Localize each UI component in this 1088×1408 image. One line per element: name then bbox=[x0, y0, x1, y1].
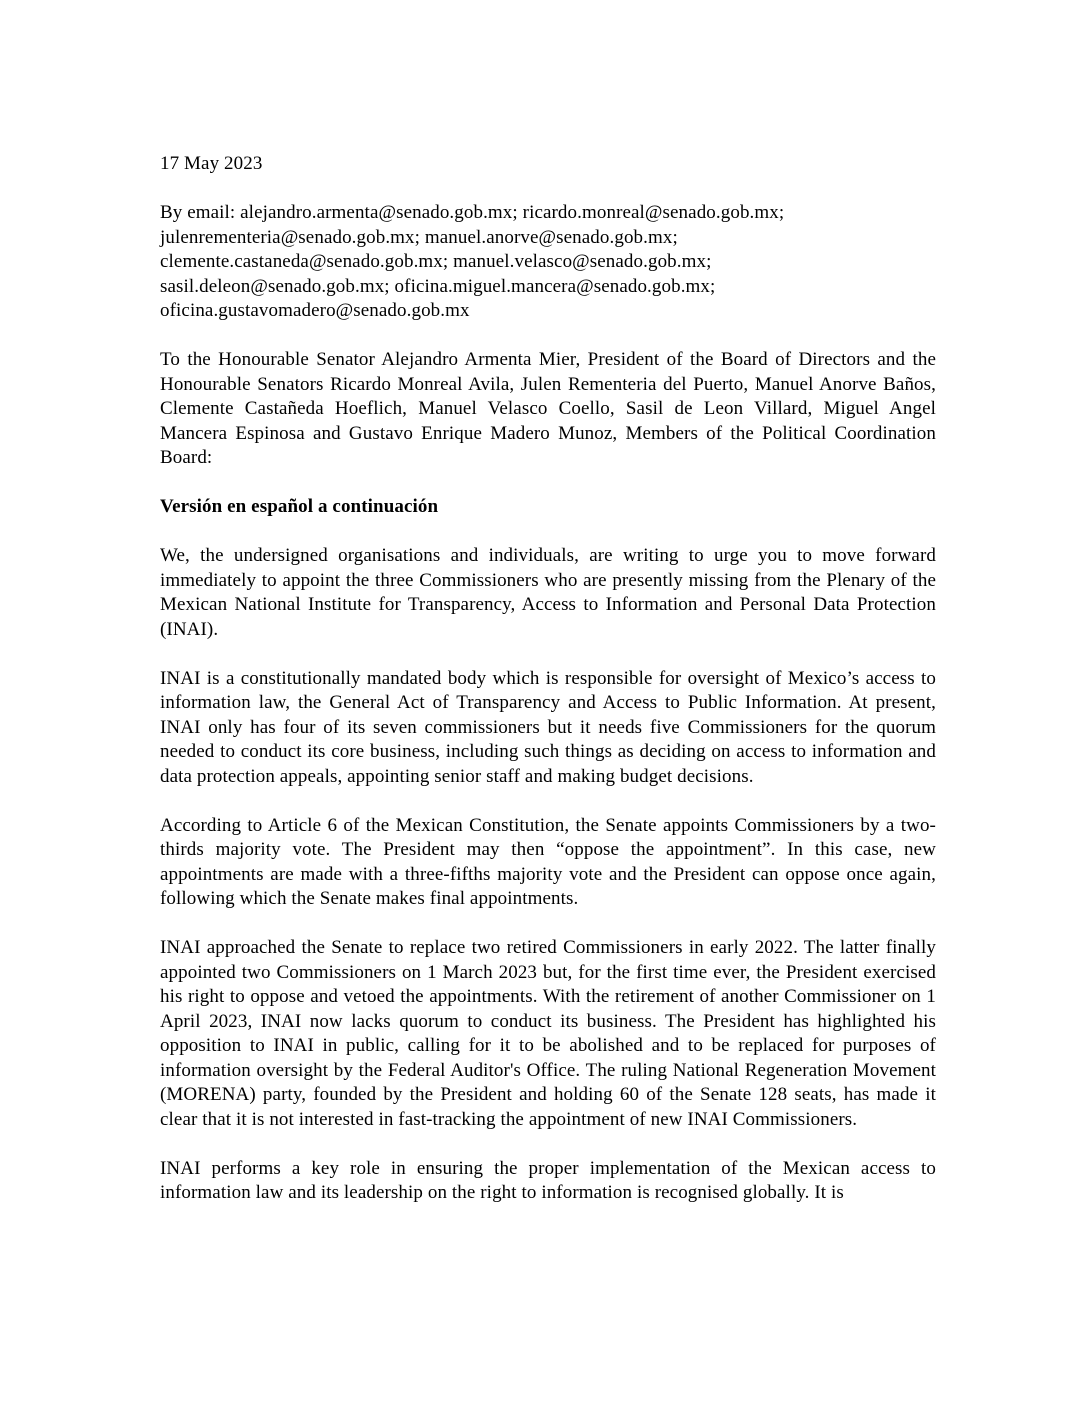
body-paragraph-4: INAI approached the Senate to replace two retired Commissioners in early 2022. The latter finally appointed two Commissioners on 1 March 2023 but, for the first time ever, the President exercised his right to oppose and vetoed the appointments. With the retirement of another Commissioner on 1 April 2023, INAI now lacks quorum to conduct its business. The President has highlighted his opposition to INAI in public, calling for it to be abolished and to be replaced for purposes of information oversight by the Federal Auditor's Office. The ruling National Regeneration Movement (MORENA) party, founded by the President and holding 60 of the Senate 128 seats, has made it clear that it is not interested in fast-tracking the appointment of new INAI Commissioners. bbox=[160, 937, 936, 1130]
recipients-paragraph: To the Honourable Senator Alejandro Armenta Mier, President of the Board of Directors and the Honourable Senators Ricardo Monreal Avila, Julen Rementeria del Puerto, Manuel Anorve Baños, Clemente Castañeda Hoeflich, Manuel Velasco Coello, Sasil de Leon Villard, Miguel Angel Mancera Espinosa and Gustavo Enrique Madero Munoz, Members of the Political Coordination Board: bbox=[160, 349, 936, 468]
email-line-2: julenrementeria@senado.gob.mx; manuel.anorve@senado.gob.mx; bbox=[160, 226, 678, 248]
email-line-1: By email: alejandro.armenta@senado.gob.mx; ricardo.monreal@senado.gob.mx; bbox=[160, 202, 785, 223]
email-line-3: clemente.castaneda@senado.gob.mx; manuel.velasco@senado.gob.mx; bbox=[160, 251, 712, 272]
email-line-4: sasil.deleon@senado.gob.mx; oficina.miguel.mancera@senado.gob.mx; bbox=[160, 275, 716, 297]
body-paragraph-5: INAI performs a key role in ensuring the proper implementation of the Mexican access to information law and its leadership on the right to information is recognised globally. It is bbox=[160, 1157, 936, 1203]
spanish-version-notice: Versión en español a continuación bbox=[160, 496, 439, 517]
body-paragraph-2: INAI is a constitutionally mandated body which is responsible for oversight of Mexico’s access to information law, the General Act of Transparency and Access to Public Information. At present, INAI only has four of its seven commissioners but it needs five Commissioners for the quorum needed to conduct its core business, including such things as deciding on access to information and data protection appeals, appointing senior staff and making budget decisions. bbox=[160, 667, 936, 787]
email-recipients-block bbox=[160, 201, 936, 324]
body-paragraph-1: We, the undersigned organisations and individuals, are writing to urge you to move forward immediately to appoint the three Commissioners who are presently missing from the Plenary of the Mexican National Institute for Transparency, Access to Information and Personal Data Protection (INAI). bbox=[160, 545, 936, 640]
letter-date: 17 May 2023 bbox=[160, 153, 263, 174]
body-paragraph-3: According to Article 6 of the Mexican Constitution, the Senate appoints Commissioners by a two-thirds majority vote. The President may then “oppose the appointment”. In this case, new appointments are made with a three-fifths majority vote and the President can oppose once again, following which the Senate makes final appointments. bbox=[160, 814, 936, 909]
email-line-5: oficina.gustavomadero@senado.gob.mx bbox=[160, 300, 470, 321]
letter-content bbox=[160, 152, 936, 1230]
